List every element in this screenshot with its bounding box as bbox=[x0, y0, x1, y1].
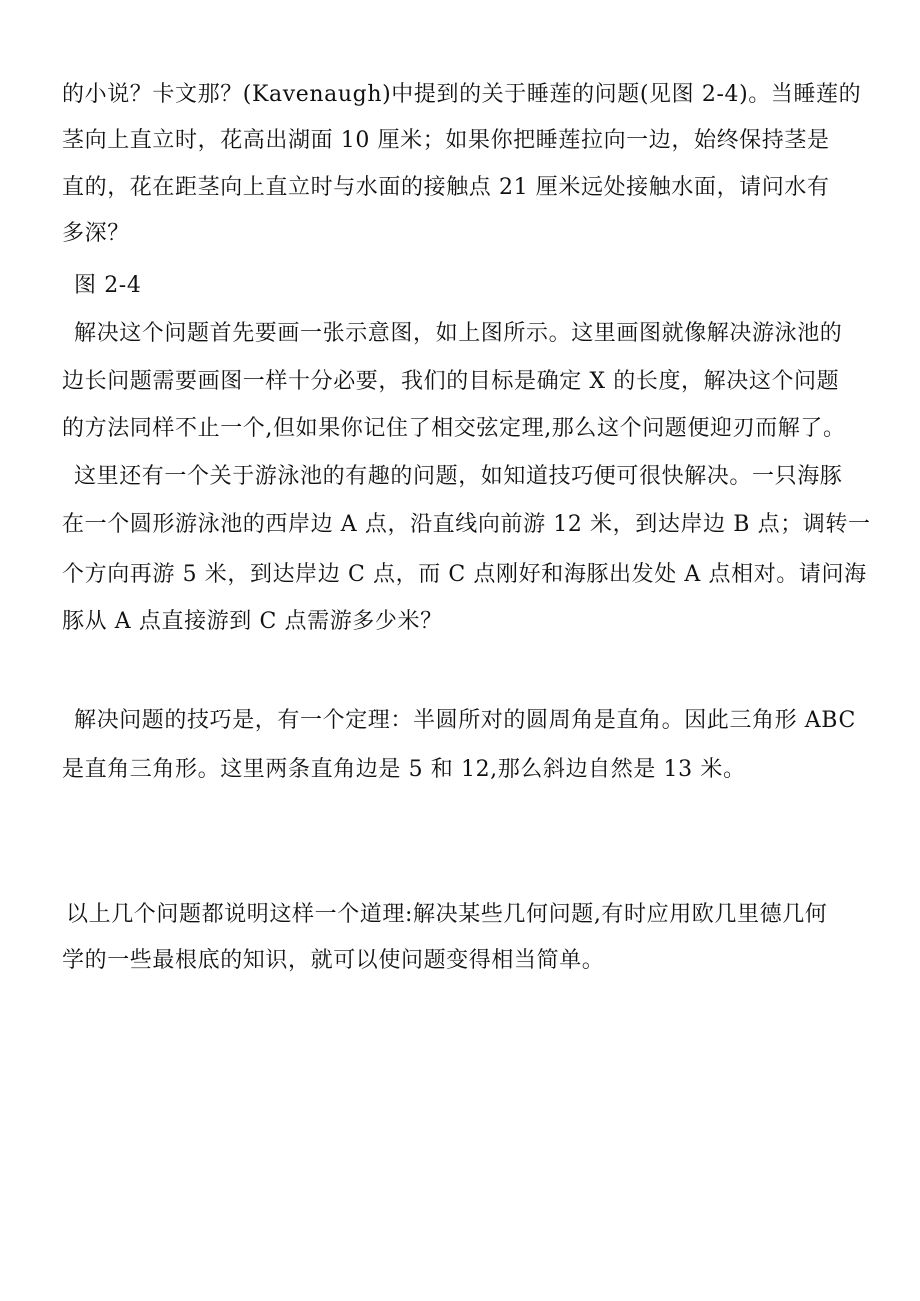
paragraph-2-line-1: 解决这个问题首先要画一张示意图，如上图所示。这里画图就像解决游泳池的 bbox=[74, 321, 843, 346]
paragraph-3-line-1: 这里还有一个关于游泳池的有趣的问题，如知道技巧便可很快解决。一只海豚 bbox=[74, 464, 843, 489]
paragraph-1-line-2: 茎向上直立时，花高出湖面 10 厘米；如果你把睡莲拉向一边，始终保持茎是 bbox=[62, 128, 830, 153]
paragraph-2-line-2: 边长问题需要画图一样十分必要，我们的目标是确定 X 的长度，解决这个问题 bbox=[62, 369, 840, 394]
paragraph-1-line-3: 直的，花在距茎向上直立时与水面的接触点 21 厘米远处接触水面，请问水有 bbox=[62, 175, 830, 200]
paragraph-2-line-3: 的方法同样不止一个,但如果你记住了相交弦定理,那么这个问题便迎刃而解了。 bbox=[62, 416, 846, 441]
paragraph-3-line-3: 个方向再游 5 米，到达岸边 C 点，而 C 点刚好和海豚出发处 A 点相对。请问海 bbox=[62, 562, 867, 587]
figure-caption: 图 2-4 bbox=[74, 273, 142, 298]
paragraph-4-line-2: 是直角三角形。这里两条直角边是 5 和 12,那么斜边自然是 13 米。 bbox=[62, 757, 746, 782]
paragraph-5-line-1: 以上几个问题都说明这样一个道理:解决某些几何问题,有时应用欧几里德几何 bbox=[66, 902, 828, 927]
paragraph-3-line-2: 在一个圆形游泳池的西岸边 A 点，沿直线向前游 12 米，到达岸边 B 点；调转一 bbox=[62, 512, 871, 537]
paragraph-3-line-4: 豚从 A 点直接游到 C 点需游多少米？ bbox=[62, 609, 443, 634]
paragraph-1-line-1: 的小说？卡文那？(Kavenaugh)中提到的关于睡莲的问题(见图 2-4)。当睡莲的 bbox=[62, 82, 862, 107]
paragraph-4-line-1: 解决问题的技巧是，有一个定理：半圆所对的圆周角是直角。因此三角形 ABC bbox=[74, 708, 856, 733]
paragraph-5-line-2: 学的一些最根底的知识，就可以使问题变得相当简单。 bbox=[62, 948, 605, 973]
paragraph-1-line-4: 多深？ bbox=[62, 221, 130, 246]
